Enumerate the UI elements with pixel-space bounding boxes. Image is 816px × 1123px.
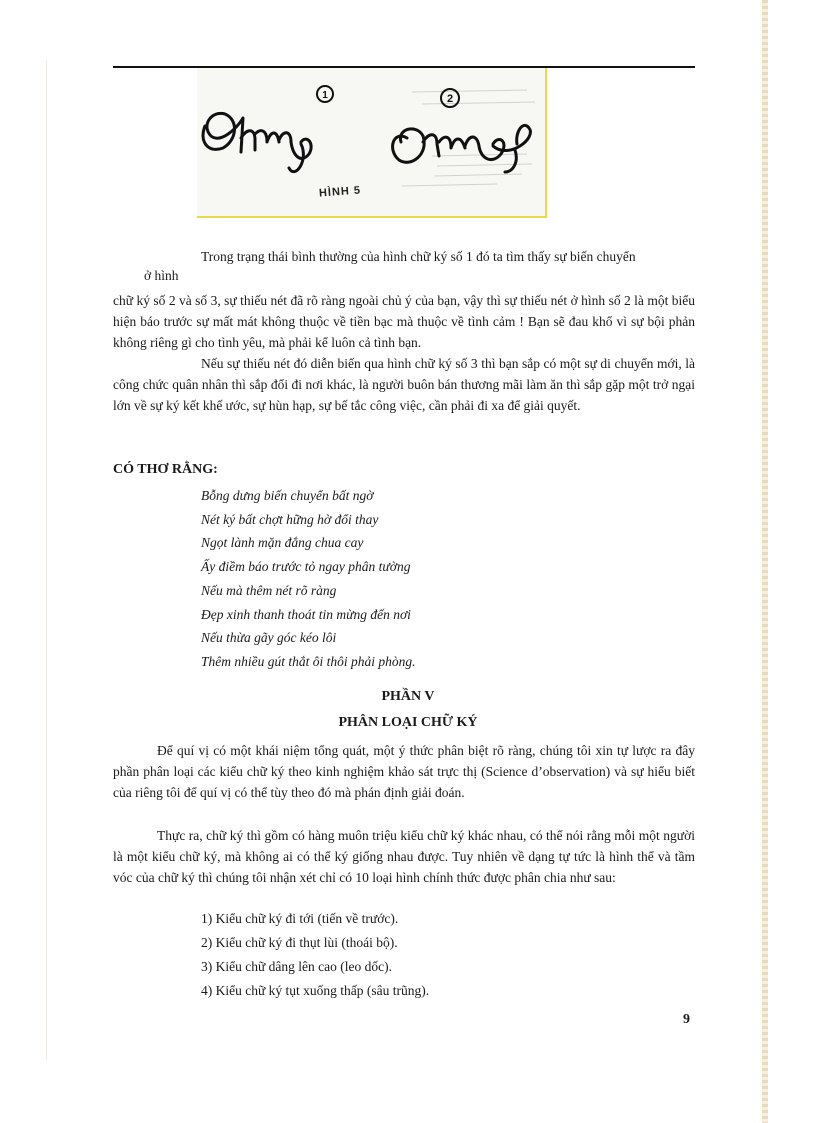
poem-line: Nếu mà thêm nét rõ ràng xyxy=(201,582,337,598)
poem-line: Bỗng dưng biến chuyển bất ngờ xyxy=(201,488,374,503)
section-paragraph-1: Để quí vị có một khái niệm tổng quát, một ý thức phân biệt rõ ràng, chúng tôi xin tự lược ra đây phần phân loại các kiểu chữ ký theo kinh nghiệm khảo sát trực thị (Science d’observation) và sự hiểu biết của riêng tôi để quí vị có thể tùy theo đó mà phán định giải đoán. xyxy=(113,743,695,800)
poem-line: Nét ký bất chợt hững hờ đổi thay xyxy=(201,511,379,527)
part-title: PHẦN V xyxy=(381,689,435,704)
list-item: 3) Kiểu chữ dâng lên cao (leo dốc). xyxy=(201,959,392,974)
page-edge-strip xyxy=(762,0,768,1123)
poem-line: Ngọt lành mặn đắng chua cay xyxy=(201,535,364,551)
poem-line: Nếu thừa gãy góc kéo lôi xyxy=(201,630,337,646)
signature-figure xyxy=(197,68,547,218)
paragraph-1-line-2: ở hình xyxy=(144,268,179,283)
section-title: PHÂN LOẠI CHỮ KÝ xyxy=(338,715,478,730)
signature-type-list xyxy=(201,907,429,1003)
poem-heading: CÓ THƠ RẰNG: xyxy=(113,462,218,477)
figure-marker-1: 1 xyxy=(322,90,328,101)
paragraph-1-line-1: Trong trạng thái bình thường của hình chữ ký số 1 đó ta tìm thấy sự biến chuyển xyxy=(201,249,636,264)
page-number: 9 xyxy=(683,1012,690,1027)
signature-drawing xyxy=(197,68,545,216)
poem-line: Thêm nhiều gút thắt ôi thôi phải phòng. xyxy=(201,653,416,669)
poem xyxy=(201,484,416,674)
page-left-edge xyxy=(46,60,47,1060)
paragraph-1-body: chữ ký số 2 và số 3, sự thiếu nét đã rõ ràng ngoài chủ ý của bạn, vậy thì sự thiếu nét ở hình số 2 là một biểu hiện báo trước sự mất mát không thuộc về tiền bạc mà thuộc về tình cảm ! Bạn sẽ đau khổ vì sự bội phản không riêng gì cho tình yêu, mà phải kể luôn cả tình bạn. xyxy=(113,293,695,350)
section-paragraph-2: Thực ra, chữ ký thì gồm có hàng muôn triệu kiểu chữ ký khác nhau, có thể nói rằng mỗi một người là một kiểu chữ ký, mà không ai có thể ký giống nhau được. Tuy nhiên về dạng tự tức là hình thể và tầm vóc của chữ ký thì chúng tôi nhận xét chỉ có 10 loại hình chính thức được phân chia như sau: xyxy=(113,828,695,885)
figure-marker-2: 2 xyxy=(446,93,454,105)
paragraph-2: Nếu sự thiếu nét đó diễn biến qua hình chữ ký số 3 thì bạn sắp có một sự di chuyển mới, là công chức quân nhân thì sắp đổi đi nơi khác, là người buôn bán thương mãi làm ăn thì sắp gặp một trở ngại lớn về sự ký kết khế ước, sự hùn hạp, sự bế tắc công việc, cần phải đi xa để giải quyết. xyxy=(113,356,695,413)
list-item: 1) Kiểu chữ ký đi tới (tiến về trước). xyxy=(201,911,399,926)
list-item: 2) Kiểu chữ ký đi thụt lùi (thoái bộ). xyxy=(201,935,398,950)
poem-line: Ấy điềm báo trước tỏ ngay phân tường xyxy=(201,559,411,575)
list-item: 4) Kiểu chữ ký tụt xuống thấp (sâu trũng). xyxy=(201,983,430,998)
poem-line: Đẹp xinh thanh thoát tin mừng đến nơi xyxy=(201,606,411,622)
figure-caption: HÌNH 5 xyxy=(318,184,362,200)
